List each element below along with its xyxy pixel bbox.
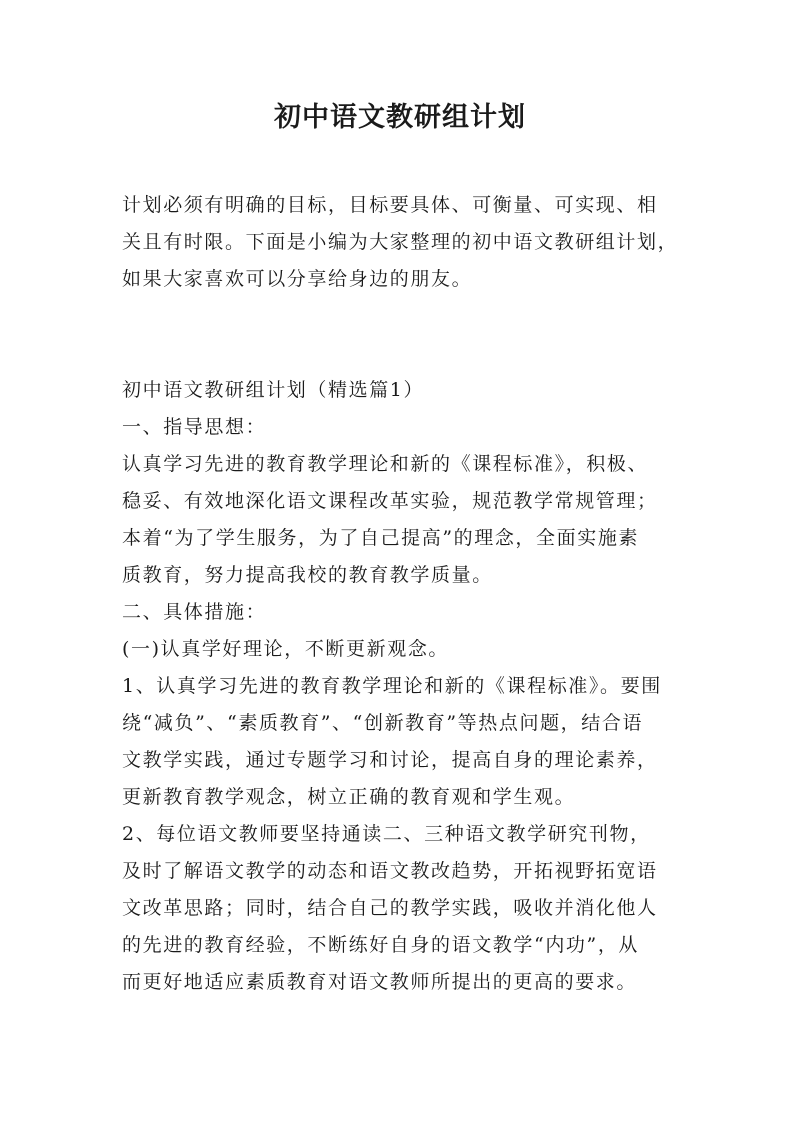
body-line: 的先进的教育经验，不断练好自身的语文教学“内功”，从 <box>122 934 640 956</box>
body-line: 绕“减负”、“素质教育”、“创新教育”等热点问题，结合语 <box>122 712 644 734</box>
body-line: (一)认真学好理论，不断更新观念。 <box>122 638 450 660</box>
body-line: 及时了解语文教学的动态和语文教改趋势，开拓视野拓宽语 <box>122 860 658 882</box>
body-line: 1、认真学习先进的教育教学理论和新的《课程标准》。要围 <box>122 675 662 697</box>
section-heading: 初中语文教研组计划（精选篇1） <box>122 379 425 401</box>
intro-line: 如果大家喜欢可以分享给身边的朋友。 <box>122 268 473 290</box>
intro-line: 计划必须有明确的目标，目标要具体、可衡量、可实现、相 <box>122 194 658 216</box>
body-line: 文教学实践，通过专题学习和讨论，提高自身的理论素养， <box>122 749 658 771</box>
intro-line: 关且有时限。下面是小编为大家整理的初中语文教研组计划， <box>122 231 679 253</box>
body-line: 2、每位语文教师要坚持通读二、三种语文教学研究刊物， <box>122 823 651 845</box>
body-line: 稳妥、有效地深化语文课程改革实验，规范教学常规管理； <box>122 490 658 512</box>
body-line: 文改革思路；同时，结合自己的教学实践，吸收并消化他人 <box>122 897 658 919</box>
document-body <box>122 372 682 1001</box>
body-line: 认真学习先进的教育教学理论和新的《课程标准》，积极、 <box>122 453 649 475</box>
body-line: 更新教育教学观念，树立正确的教育观和学生观。 <box>122 786 576 808</box>
body-line: 本着“为了学生服务，为了自己提高”的理念，全面实施素 <box>122 527 640 549</box>
document-title: 初中语文教研组计划 <box>274 102 526 133</box>
body-line: 质教育，努力提高我校的教育教学质量。 <box>122 564 493 586</box>
subsection-heading: 一、指导思想： <box>122 416 267 438</box>
subsection-heading: 二、具体措施： <box>122 601 267 623</box>
body-line: 而更好地适应素质教育对语文教师所提出的更高的要求。 <box>122 971 638 993</box>
intro-paragraph <box>122 187 682 298</box>
